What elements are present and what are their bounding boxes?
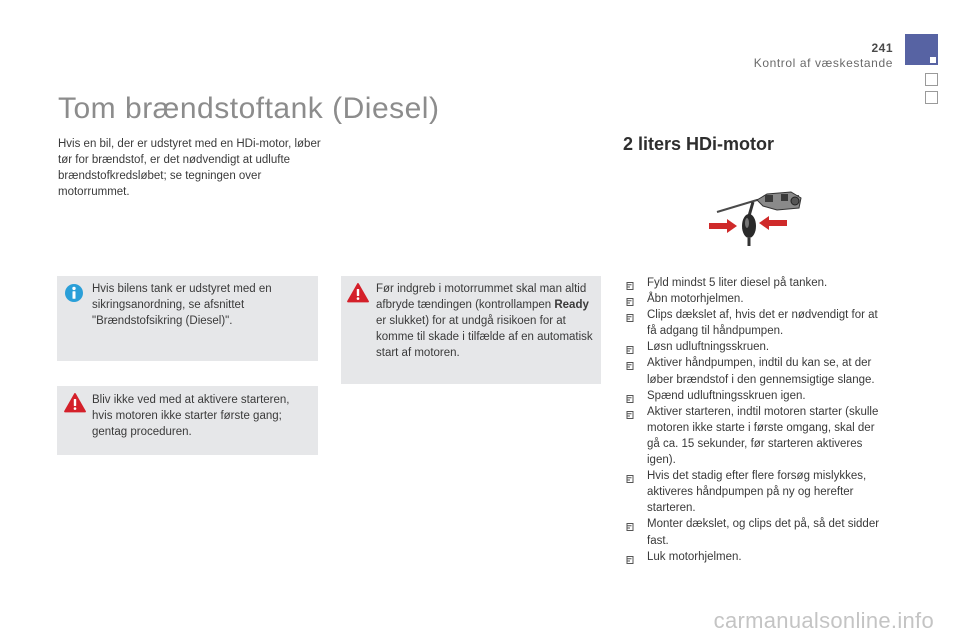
info-text: Hvis bilens tank er udstyret med en sikringsanordning, se afsnittet "Brændstofsikring (Diesel)". (92, 283, 272, 327)
procedure-step-text: Aktiver starteren, indtil motoren starter (skulle motoren ikke starte i første omgang, skal der gå ca. 15 sekunder, før starteren aktiveres igen). (647, 405, 879, 467)
checkbox-bullet-icon (626, 408, 634, 416)
procedure-step (626, 339, 888, 355)
engine-heading: 2 liters HDi-motor (623, 134, 775, 154)
hand-pump-illustration (707, 190, 807, 253)
procedure-step-text: Løsn udluftningsskruen. (647, 341, 770, 354)
section-name: Kontrol af væskestande (753, 56, 893, 70)
checkbox-bullet-icon (626, 553, 634, 561)
warning-text-part: Før indgreb i motorrummet skal man altid afbryde tændingen (kontrollampen (376, 283, 587, 311)
checkbox-bullet-icon (626, 343, 634, 351)
warning-box-engine (341, 276, 601, 384)
checkbox-bullet-icon (626, 311, 634, 319)
procedure-step-text: Hvis det stadig efter flere forsøg mislykkes, aktiveres håndpumpen på ny og herefter starteren. (647, 470, 867, 515)
procedure-step (626, 388, 888, 404)
procedure-step-text: Aktiver håndpumpen, indtil du kan se, at der løber brændstof i den gennemsigtige slange. (647, 357, 875, 386)
procedure-step (626, 291, 888, 307)
procedure-step (626, 516, 888, 548)
procedure-step (626, 275, 888, 291)
procedure-step-text: Åbn motorhjelmen. (647, 293, 744, 306)
warning-icon (64, 393, 86, 418)
warning-text-engine (376, 281, 598, 361)
info-box (57, 276, 318, 361)
procedure-step (626, 307, 888, 339)
checkbox-bullet-icon (626, 520, 634, 528)
procedure-step-text: Clips dækslet af, hvis det er nødvendigt for at få adgang til håndpumpen. (647, 309, 878, 338)
page-number: 241 (871, 41, 893, 55)
procedure-step-text: Spænd udluftningsskruen igen. (647, 389, 806, 402)
chapter-tab-active[interactable] (905, 34, 938, 65)
checkbox-bullet-icon (626, 472, 634, 480)
procedure-step (626, 355, 888, 387)
checkbox-bullet-icon (626, 392, 634, 400)
chapter-tab-square[interactable] (925, 73, 938, 86)
info-icon (64, 283, 84, 308)
ready-label: Ready (554, 299, 589, 311)
checkbox-bullet-icon (626, 359, 634, 367)
checkbox-bullet-icon (626, 279, 634, 287)
procedure-step-text: Luk motorhjelmen. (647, 550, 742, 563)
procedure-step-text: Fyld mindst 5 liter diesel på tanken. (647, 277, 828, 289)
chapter-tab-square[interactable] (925, 91, 938, 104)
watermark: carmanualsonline.info (713, 608, 934, 633)
page-title: Tom brændstoftank (Diesel) (58, 92, 440, 125)
warning-box-start (57, 386, 318, 455)
checkbox-bullet-icon (626, 295, 634, 303)
procedure-steps (626, 275, 888, 565)
warning-icon (347, 283, 369, 308)
intro-paragraph: Hvis en bil, der er udstyret med en HDi-motor, løber tør for brændstof, er det nødvendigt at udlufte brændstofkredsløbet; se tegningen over motorrummet. (58, 138, 321, 198)
warning-text-part: er slukket) for at undgå risikoen for at komme til skade i tilfælde af en automatisk start af motoren. (376, 315, 593, 359)
procedure-step (626, 468, 888, 516)
procedure-step (626, 549, 888, 565)
procedure-step (626, 404, 888, 468)
procedure-step-text: Monter dækslet, og clips det på, så det sidder fast. (647, 518, 880, 547)
warning-text-start: Bliv ikke ved med at aktivere starteren, hvis motoren ikke starter første gang; gentag proceduren. (92, 394, 290, 438)
